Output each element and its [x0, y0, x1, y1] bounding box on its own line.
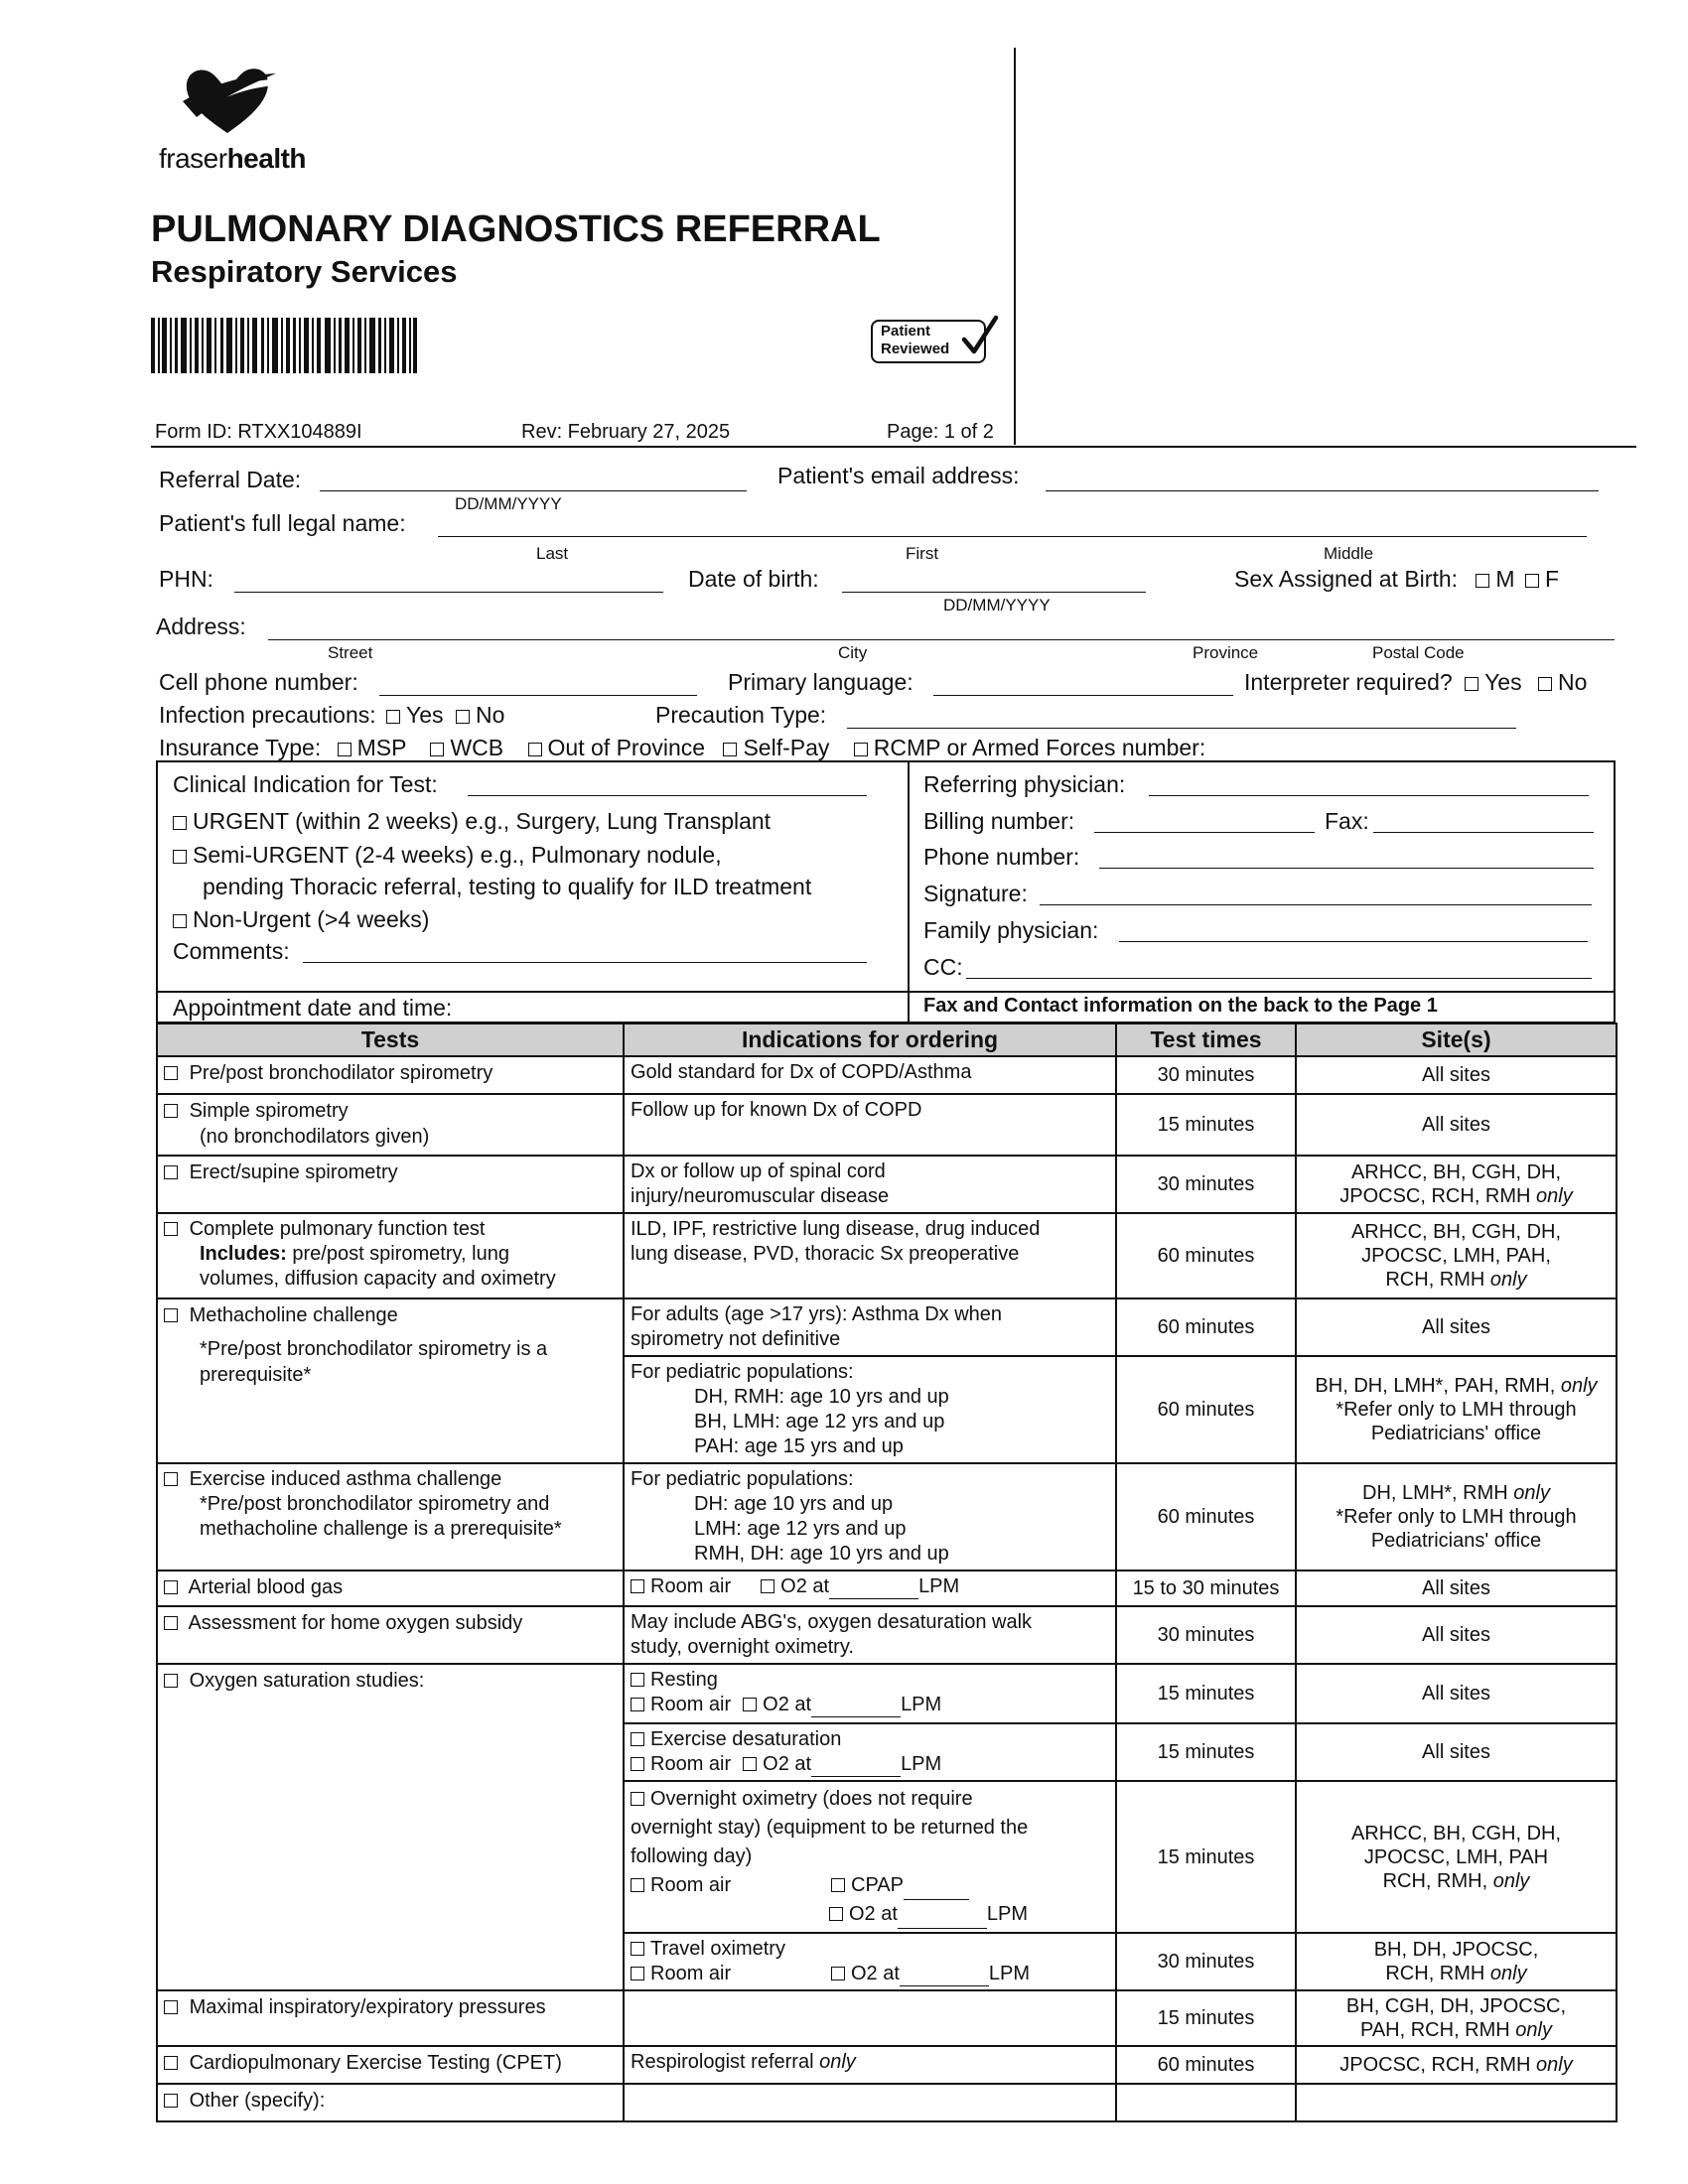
address-province-caption: Province	[1193, 643, 1259, 662]
table-row	[157, 1606, 1617, 1664]
appointment-label: Appointment date and time:	[173, 995, 453, 1021]
billing-number-field[interactable]	[1094, 810, 1315, 833]
sex-f-checkbox[interactable]	[1525, 574, 1539, 588]
table-row	[157, 1990, 1617, 2046]
indication-line: For pediatric populations:	[631, 1468, 854, 1490]
indication-line: For pediatric populations:	[631, 1361, 854, 1383]
language-label: Primary language:	[728, 669, 914, 695]
address-label: Address:	[156, 614, 246, 639]
resting-checkbox[interactable]	[631, 1673, 644, 1687]
test-name: Simple spirometry	[189, 1100, 349, 1122]
o2-at-label: O2 at	[763, 1694, 812, 1715]
indication-line: spirometry not definitive	[631, 1328, 841, 1350]
sex-m-label: M	[1495, 566, 1515, 592]
lpm-label: LPM	[901, 1694, 942, 1715]
col-tests-header: Tests	[157, 1024, 624, 1056]
spirometry-prepost-checkbox[interactable]	[164, 1066, 178, 1080]
indication-line: Dx or follow up of spinal cord	[631, 1160, 886, 1182]
site-line: JPOCSC, LMH, PAH	[1363, 1845, 1549, 1868]
test-name: Maximal inspiratory/expiratory pressures	[189, 1996, 546, 2018]
address-city-caption: City	[838, 643, 868, 662]
clinical-indication-field[interactable]	[468, 773, 867, 796]
test-sites: All sites	[1296, 1664, 1617, 1723]
table-row	[157, 2084, 1617, 2121]
infection-yes-label: Yes	[406, 702, 444, 728]
cpet-checkbox[interactable]	[164, 2056, 178, 2070]
barcode	[151, 318, 417, 373]
overnight-lpm-field[interactable]	[898, 1910, 987, 1929]
interpreter-label: Interpreter required?	[1244, 669, 1453, 695]
header-divider	[1014, 48, 1016, 445]
test-time: 60 minutes	[1116, 1298, 1296, 1356]
site-line: Pediatricians' office	[1370, 1530, 1542, 1552]
patient-reviewed-line2: Reviewed	[881, 341, 950, 357]
sex-label: Sex Assigned at Birth:	[1234, 566, 1459, 592]
test-note: pre/post spirometry, lung	[286, 1243, 509, 1265]
resting-label: Resting	[650, 1669, 718, 1691]
interpreter-yes-label: Yes	[1484, 669, 1522, 695]
indication-line: May include ABG's, oxygen desaturation walk	[631, 1611, 1033, 1633]
test-name: Methacholine challenge	[189, 1304, 398, 1326]
site-line: PAH, RCH, RMH	[1359, 2019, 1510, 2041]
indication-line: DH: age 10 yrs and up	[694, 1493, 894, 1515]
test-name: Erect/supine spirometry	[189, 1161, 398, 1183]
semi-urgent-label: Semi-URGENT (2-4 weeks) e.g., Pulmonary nodule,	[193, 842, 722, 868]
comments-label: Comments:	[173, 938, 290, 964]
only-note: only	[1536, 1185, 1573, 1207]
form-id: Form ID: RTXX104889I	[155, 421, 362, 443]
dob-format: DD/MM/YYYY	[943, 596, 1051, 614]
address-street-caption: Street	[328, 643, 373, 662]
resting-lpm-field[interactable]	[811, 1699, 901, 1717]
site-line: RCH, RMH,	[1382, 1869, 1488, 1892]
insurance-label: Insurance Type:	[159, 735, 322, 760]
referral-date-format: DD/MM/YYYY	[455, 494, 562, 513]
name-middle-caption: Middle	[1324, 544, 1374, 563]
clinical-indication-label: Clinical Indication for Test:	[173, 771, 438, 797]
methacholine-checkbox[interactable]	[164, 1308, 178, 1322]
exercise-o2-checkbox[interactable]	[743, 1757, 757, 1771]
language-field[interactable]	[933, 673, 1233, 696]
referral-date-field[interactable]	[320, 469, 747, 491]
test-note: volumes, diffusion capacity and oximetry	[200, 1268, 556, 1290]
exercise-lpm-field[interactable]	[811, 1758, 901, 1777]
non-urgent-option	[173, 906, 429, 933]
ins-oop-label: Out of Province	[547, 735, 706, 760]
address-postal-caption: Postal Code	[1372, 643, 1465, 662]
site-line: RCH, RMH	[1385, 1269, 1485, 1291]
col-indications-header: Indications for ordering	[624, 1024, 1116, 1056]
test-time: 60 minutes	[1116, 1356, 1296, 1463]
only-note: only	[1515, 2019, 1552, 2041]
rcmp-number-field[interactable]	[1301, 739, 1549, 761]
test-time: 15 minutes	[1116, 1094, 1296, 1156]
o2-at-label: O2 at	[849, 1903, 898, 1925]
abg-room-air-checkbox[interactable]	[631, 1579, 644, 1593]
indication-line: study, overnight oximetry.	[631, 1636, 854, 1658]
patient-reviewed-stamp	[871, 320, 998, 365]
precaution-type-field[interactable]	[847, 706, 1516, 729]
family-physician-label: Family physician:	[923, 917, 1099, 943]
table-header-row	[157, 1024, 1617, 1056]
family-physician-field[interactable]	[1119, 919, 1588, 942]
table-row	[157, 1298, 1617, 1356]
test-sites: All sites	[1296, 1606, 1617, 1664]
table-row	[157, 1463, 1617, 1570]
only-note: only	[1492, 1869, 1530, 1892]
billing-number-label: Billing number:	[923, 808, 1075, 834]
abg-checkbox[interactable]	[164, 1580, 178, 1594]
lpm-label: LPM	[901, 1753, 942, 1775]
other-time-cell[interactable]	[1116, 2084, 1296, 2121]
ins-rcmp-label: RCMP or Armed Forces number:	[873, 735, 1206, 760]
lpm-label: LPM	[918, 1575, 960, 1597]
phone-number-label: Phone number:	[923, 844, 1080, 870]
exercise-room-air-checkbox[interactable]	[631, 1757, 644, 1771]
address-field[interactable]	[268, 617, 1615, 640]
includes-label: Includes:	[200, 1243, 287, 1265]
indication-line: injury/neuromuscular disease	[631, 1185, 890, 1207]
precaution-type-label: Precaution Type:	[655, 702, 827, 728]
ins-wcb-label: WCB	[450, 735, 504, 760]
dob-label: Date of birth:	[688, 566, 819, 592]
semi-urgent-checkbox[interactable]	[173, 850, 187, 864]
test-time: 15 minutes	[1116, 1990, 1296, 2046]
appointment-rule	[156, 991, 1616, 993]
test-time: 60 minutes	[1116, 1463, 1296, 1570]
email-field[interactable]	[1046, 469, 1599, 491]
site-line: JPOCSC, RCH, RMH	[1339, 2054, 1531, 2076]
interpreter-no-checkbox[interactable]	[1538, 677, 1552, 691]
semi-urgent-option	[173, 842, 722, 869]
erect-supine-checkbox[interactable]	[164, 1165, 178, 1179]
site-line: *Refer only to LMH through	[1336, 1399, 1577, 1421]
only-note: only	[1513, 1482, 1550, 1504]
checkmark-icon	[960, 314, 1000, 357]
o2-at-label: O2 at	[780, 1575, 830, 1597]
interpreter-group	[1244, 669, 1587, 696]
site-line: RCH, RMH	[1385, 1963, 1485, 1984]
indication-line: following day)	[631, 1845, 753, 1867]
sex-field-group	[1234, 566, 1559, 593]
test-time: 15 to 30 minutes	[1116, 1570, 1296, 1606]
indication-line: PAH: age 15 yrs and up	[694, 1435, 904, 1457]
ins-self-checkbox[interactable]	[723, 743, 737, 756]
test-sites: All sites	[1296, 1298, 1617, 1356]
room-air-label: Room air	[650, 1694, 732, 1715]
insurance-group	[159, 735, 1205, 761]
exercise-desat-label: Exercise desaturation	[650, 1728, 842, 1750]
infection-no-label: No	[475, 702, 505, 728]
room-air-label: Room air	[650, 1874, 732, 1896]
only-note: only	[1536, 2054, 1573, 2076]
room-air-label: Room air	[650, 1963, 732, 1984]
page-number: Page: 1 of 2	[887, 421, 994, 443]
lpm-label: LPM	[988, 1963, 1031, 1984]
phn-label: PHN:	[159, 566, 213, 592]
ins-rcmp-checkbox[interactable]	[854, 743, 868, 756]
travel-lpm-field[interactable]	[900, 1968, 989, 1986]
ins-wcb-checkbox[interactable]	[430, 743, 444, 756]
referring-physician-label: Referring physician:	[923, 771, 1126, 797]
test-name: Exercise induced asthma challenge	[189, 1468, 502, 1490]
test-time: 15 minutes	[1116, 1664, 1296, 1723]
indication-line: Respirologist referral	[631, 2051, 814, 2073]
table-row	[157, 1094, 1617, 1156]
test-time: 15 minutes	[1116, 1781, 1296, 1933]
phone-number-field[interactable]	[1099, 846, 1594, 869]
test-sites: All sites	[1296, 1570, 1617, 1606]
test-note: (no bronchodilators given)	[200, 1126, 430, 1148]
sex-f-label: F	[1544, 566, 1560, 592]
infection-group	[159, 702, 504, 729]
full-name-label: Patient's full legal name:	[159, 510, 406, 536]
infection-label: Infection precautions:	[159, 702, 376, 728]
tests-table	[156, 1023, 1618, 2122]
abg-o2-lpm-field[interactable]	[829, 1580, 918, 1599]
test-name: Other (specify):	[189, 2090, 326, 2112]
table-row	[157, 1213, 1617, 1298]
col-sites-header: Site(s)	[1296, 1024, 1617, 1056]
test-sites: All sites	[1296, 1094, 1617, 1156]
other-indication-cell[interactable]	[624, 2084, 1116, 2121]
cc-label: CC:	[923, 954, 963, 980]
indication-line: For adults (age >17 yrs): Asthma Dx when	[631, 1303, 1003, 1325]
ins-self-label: Self-Pay	[743, 735, 830, 760]
table-row	[157, 1056, 1617, 1094]
site-line: *Refer only to LMH through	[1336, 1506, 1577, 1528]
org-name-bold: health	[226, 143, 307, 174]
resting-room-air-checkbox[interactable]	[631, 1698, 644, 1711]
test-time: 30 minutes	[1116, 1606, 1296, 1664]
cc-field[interactable]	[966, 956, 1592, 979]
other-test-checkbox[interactable]	[164, 2094, 178, 2108]
only-note: only	[1489, 1269, 1527, 1291]
full-name-field[interactable]	[438, 514, 1587, 537]
test-name: Arterial blood gas	[188, 1576, 344, 1598]
non-urgent-label: Non-Urgent (>4 weeks)	[193, 906, 430, 932]
test-name: Complete pulmonary function test	[189, 1218, 486, 1240]
abg-o2-checkbox[interactable]	[761, 1579, 774, 1593]
test-name: Pre/post bronchodilator spirometry	[189, 1062, 493, 1084]
travel-oximetry-checkbox[interactable]	[631, 1942, 644, 1956]
site-line: BH, CGH, DH, JPOCSC,	[1345, 1995, 1567, 2017]
only-note: only	[1489, 1963, 1527, 1984]
site-line: ARHCC, BH, CGH, DH,	[1350, 1221, 1562, 1243]
room-air-label: Room air	[650, 1575, 732, 1597]
ins-oop-checkbox[interactable]	[528, 743, 542, 756]
site-line: ARHCC, BH, CGH, DH,	[1350, 1161, 1562, 1183]
test-note: *Pre/post bronchodilator spirometry and	[200, 1493, 550, 1515]
revision-date: Rev: February 27, 2025	[521, 421, 731, 443]
indication-line: lung disease, PVD, thoracic Sx preoperative	[631, 1243, 1020, 1265]
comments-field[interactable]	[303, 940, 867, 963]
table-row	[157, 1570, 1617, 1606]
cpap-field[interactable]	[904, 1881, 969, 1900]
infection-yes-checkbox[interactable]	[386, 710, 400, 724]
exercise-desat-checkbox[interactable]	[631, 1732, 644, 1746]
test-time: 60 minutes	[1116, 1213, 1296, 1298]
patient-reviewed-line1: Patient	[881, 323, 931, 340]
site-line: JPOCSC, RCH, RMH	[1339, 1185, 1531, 1207]
site-line: BH, DH, JPOCSC,	[1373, 1939, 1539, 1961]
email-label: Patient's email address:	[777, 463, 1020, 488]
site-line: BH, DH, LMH*, PAH, RMH,	[1315, 1375, 1556, 1397]
cell-field[interactable]	[379, 673, 697, 696]
header-bottom-rule	[151, 446, 1636, 448]
test-name: Oxygen saturation studies:	[189, 1670, 425, 1692]
test-time: 30 minutes	[1116, 1056, 1296, 1094]
urgent-checkbox[interactable]	[173, 816, 187, 830]
site-line: Pediatricians' office	[1370, 1423, 1542, 1444]
non-urgent-checkbox[interactable]	[173, 914, 187, 928]
test-sites: All sites	[1296, 1056, 1617, 1094]
urgent-label: URGENT (within 2 weeks) e.g., Surgery, Lung Transplant	[193, 808, 772, 834]
ins-msp-checkbox[interactable]	[338, 743, 352, 756]
physician-fax-label: Fax:	[1325, 808, 1369, 834]
test-sites: All sites	[1296, 1723, 1617, 1781]
table-row	[157, 1664, 1617, 1723]
other-sites-cell[interactable]	[1296, 2084, 1617, 2121]
o2-at-label: O2 at	[763, 1753, 812, 1775]
urgent-option	[173, 808, 771, 835]
overnight-oximetry-checkbox[interactable]	[631, 1792, 644, 1806]
heart-logo-icon	[173, 62, 282, 141]
semi-urgent-line2: pending Thoracic referral, testing to qualify for ILD treatment	[203, 874, 812, 899]
travel-room-air-checkbox[interactable]	[631, 1967, 644, 1980]
indication-line: DH, RMH: age 10 yrs and up	[694, 1386, 949, 1408]
indication-line: ILD, IPF, restrictive lung disease, drug induced	[631, 1218, 1041, 1240]
interpreter-no-label: No	[1558, 669, 1588, 695]
name-first-caption: First	[906, 544, 939, 563]
overnight-room-air-checkbox[interactable]	[631, 1878, 644, 1892]
only-note: only	[1560, 1375, 1598, 1397]
indication-line: BH, LMH: age 12 yrs and up	[694, 1411, 945, 1433]
physician-fax-field[interactable]	[1373, 810, 1594, 833]
indication-cell	[624, 1990, 1116, 2046]
sex-m-checkbox[interactable]	[1476, 574, 1489, 588]
site-line: JPOCSC, LMH, PAH,	[1361, 1245, 1551, 1267]
referring-physician-field[interactable]	[1149, 773, 1589, 796]
ins-msp-label: MSP	[356, 735, 407, 760]
test-note: methacholine challenge is a prerequisite*	[200, 1518, 562, 1540]
oxygen-saturation-checkbox[interactable]	[164, 1674, 178, 1688]
travel-o2-checkbox[interactable]	[831, 1967, 845, 1980]
test-time: 60 minutes	[1116, 2046, 1296, 2084]
cpap-label: CPAP	[851, 1874, 904, 1896]
overnight-label: Overnight oximetry (does not require	[650, 1788, 973, 1810]
interpreter-yes-checkbox[interactable]	[1465, 677, 1478, 691]
indication-line: overnight stay) (equipment to be returned the	[631, 1817, 1029, 1839]
test-note: prerequisite*	[200, 1364, 312, 1386]
lpm-label: LPM	[986, 1903, 1029, 1925]
only-note: only	[819, 2051, 856, 2073]
travel-oximetry-label: Travel oximetry	[650, 1938, 785, 1960]
test-time: 30 minutes	[1116, 1156, 1296, 1213]
simple-spirometry-checkbox[interactable]	[164, 1104, 178, 1118]
table-row	[157, 2046, 1617, 2084]
indication-cell: Follow up for known Dx of COPD	[624, 1094, 1116, 1156]
test-name: Cardiopulmonary Exercise Testing (CPET)	[189, 2052, 562, 2074]
exercise-asthma-checkbox[interactable]	[164, 1472, 178, 1486]
overnight-o2-checkbox[interactable]	[829, 1907, 843, 1921]
room-air-label: Room air	[650, 1753, 732, 1775]
page-title: PULMONARY DIAGNOSTICS REFERRAL	[151, 208, 881, 250]
indication-cell: Gold standard for Dx of COPD/Asthma	[624, 1056, 1116, 1094]
site-line: ARHCC, BH, CGH, DH,	[1350, 1822, 1562, 1844]
referral-date-label: Referral Date:	[159, 467, 302, 492]
test-note: *Pre/post bronchodilator spirometry is a	[200, 1338, 548, 1360]
test-time: 30 minutes	[1116, 1933, 1296, 1990]
clinical-box-divider	[908, 760, 910, 1024]
max-pressures-checkbox[interactable]	[164, 2000, 178, 2014]
test-time: 15 minutes	[1116, 1723, 1296, 1781]
overnight-cpap-checkbox[interactable]	[831, 1878, 845, 1892]
complete-pft-checkbox[interactable]	[164, 1222, 178, 1236]
site-line: DH, LMH*, RMH	[1362, 1482, 1508, 1504]
phn-field[interactable]	[234, 570, 663, 593]
cell-label: Cell phone number:	[159, 669, 358, 695]
page-subtitle: Respiratory Services	[151, 254, 458, 289]
signature-label: Signature:	[923, 881, 1028, 906]
resting-o2-checkbox[interactable]	[743, 1698, 757, 1711]
dob-field[interactable]	[842, 570, 1146, 593]
indication-line: LMH: age 12 yrs and up	[694, 1518, 907, 1540]
fraserhealth-logo	[159, 62, 307, 174]
home-oxygen-checkbox[interactable]	[164, 1616, 178, 1630]
table-row	[157, 1156, 1617, 1213]
test-name: Assessment for home oxygen subsidy	[188, 1612, 523, 1634]
infection-no-checkbox[interactable]	[456, 710, 470, 724]
col-times-header: Test times	[1116, 1024, 1296, 1056]
o2-at-label: O2 at	[851, 1963, 900, 1984]
name-last-caption: Last	[536, 544, 569, 563]
indication-line: RMH, DH: age 10 yrs and up	[694, 1543, 949, 1565]
signature-field[interactable]	[1040, 883, 1592, 905]
fax-contact-note: Fax and Contact information on the back to the Page 1	[923, 995, 1438, 1017]
org-name-light: fraser	[159, 143, 227, 174]
